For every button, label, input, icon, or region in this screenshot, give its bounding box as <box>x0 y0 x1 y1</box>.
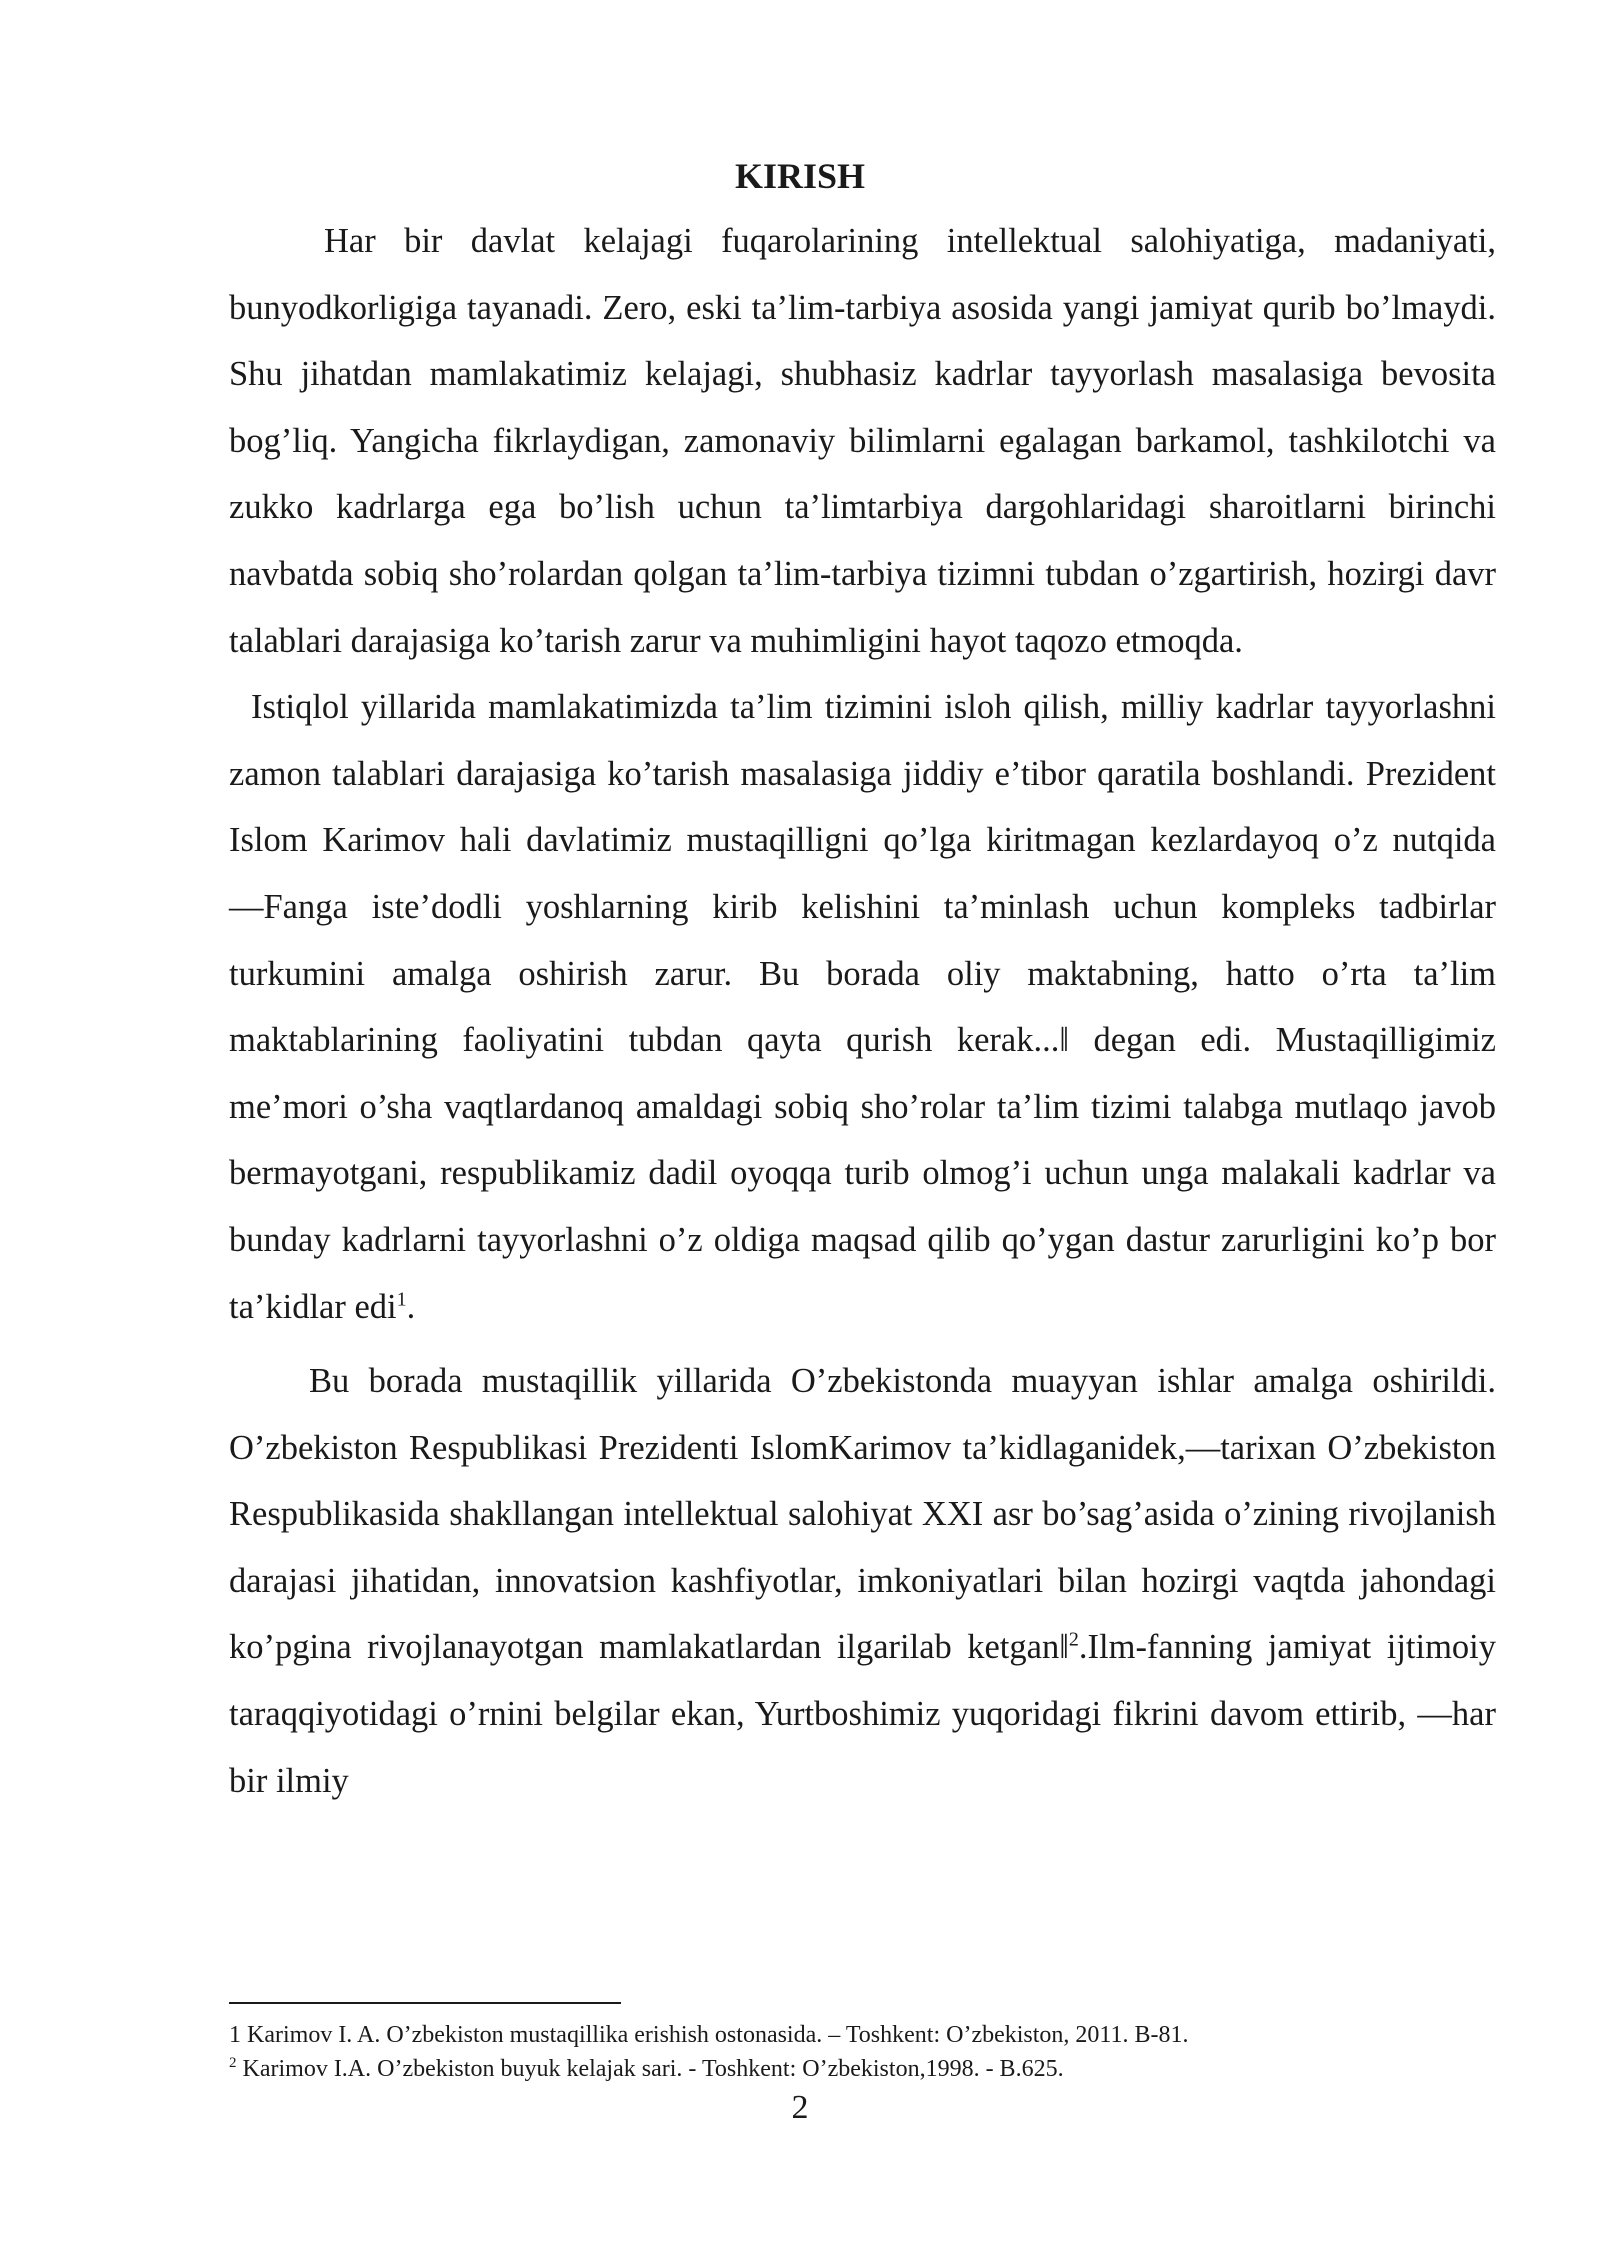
footnote-ref-1: 1 <box>396 1288 407 1310</box>
footnote-2 <box>229 2052 1496 2086</box>
paragraph-3-text: Bu borada mustaqillik yillarida O’zbekistonda muayyan ishlar amalga oshirildi. O’zbekiston Respublikasi Prezidenti IslomKarimov ta’kidlaganidek,―tarixan O’zbekiston Respublikasida shakllangan intellektual salohiyat XXI asr bo’sag’asida o’zining rivojlanish darajasi jihatidan, innovatsion kashfiyotlar, imkoniyatlari bilan hozirgi vaqtda jahondagi ko’pgina rivojlanayotgan mamlakatlardan ilgarilab ketgan‖ <box>229 1362 1496 1667</box>
footnote-1-mark: 1 <box>229 2022 241 2048</box>
paragraph-3 <box>229 1348 1496 1814</box>
page-number: 2 <box>791 2089 809 2126</box>
footnote-1-text: Karimov I. A. O’zbekiston mustaqillika erishish ostonasida. – Toshkent: O’zbekiston, 2011. B-81. <box>247 2022 1189 2048</box>
page-title: KIRISH <box>734 156 866 196</box>
body-text <box>229 208 1496 1814</box>
paragraph-2-text: Istiqlol yillarida mamlakatimizda ta’lim tizimini isloh qilish, milliy kadrlar tayyorlashni zamon talablari darajasiga ko’tarish masalasiga jiddiy e’tibor qaratila boshlandi. Prezident Islom Karimov hali davlatimiz mustaqilligni qo’lga kiritmagan kezlardayoq o’z nutqida ―Fanga iste’dodli yoshlarning kirib kelishini ta’minlash uchun kompleks tadbirlar turkumini amalga oshirish zarur. Bu borada oliy maktabning, hatto o’rta ta’lim maktablarining faoliyatini tubdan qayta qurish kerak...‖ degan edi. Mustaqilligimiz me’mori o’sha vaqtlardanoq amaldagi sobiq sho’rolar ta’lim tizimi talabga mutlaqo javob bermayotgani, respublikamiz dadil oyoqqa turib olmog’i uchun unga malakali kadrlar va bunday kadrlarni tayyorlashni o’z oldiga maqsad qilib qo’ygan dastur zarurligini ko’p bor ta’kidlar edi <box>229 688 1496 1326</box>
footnotes <box>229 2018 1496 2086</box>
footnote-ref-2: 2 <box>1068 1628 1079 1651</box>
footnote-1 <box>229 2018 1496 2052</box>
paragraph-1-text: Har bir davlat kelajagi fuqarolarining intellektual salohiyatiga, madaniyati, bunyodkorligiga tayanadi. Zero, eski ta’lim-tarbiya asosida yangi jamiyat qurib bo’lmaydi. Shu jihatdan mamlakatimiz kelajagi, shubhasiz kadrlar tayyorlash masalasiga bevosita bog’liq. Yangicha fikrlaydigan, zamonaviy bilimlarni egalagan barkamol, tashkilotchi va zukko kadrlarga ega bo’lish uchun ta’limtarbiya dargohlaridagi sharoitlarni birinchi navbatda sobiq sho’rolardan qolgan ta’lim-tarbiya tizimni tubdan o’zgartirish, hozirgi davr talablari darajasiga ko’tarish zarur va muhimligini hayot taqozo etmoqda. <box>229 222 1496 660</box>
paragraph-2 <box>229 674 1496 1340</box>
footnote-divider <box>229 2002 621 2004</box>
footnote-2-mark: 2 <box>229 2055 237 2071</box>
footnote-2-text: Karimov I.A. O’zbekiston buyuk kelajak sari. - Toshkent: O’zbekiston,1998. - B.625. <box>242 2056 1064 2082</box>
paragraph-3-continuation: .Ilm-fanning jamiyat ijtimoiy taraqqiyotidagi o’rnini belgilar ekan, Yurtboshimiz yuqoridagi fikrini davom ettirib, ―har bir ilmiy <box>229 1628 1496 1800</box>
paragraph-1 <box>229 208 1496 674</box>
paragraph-2-end: . <box>406 1287 416 1326</box>
